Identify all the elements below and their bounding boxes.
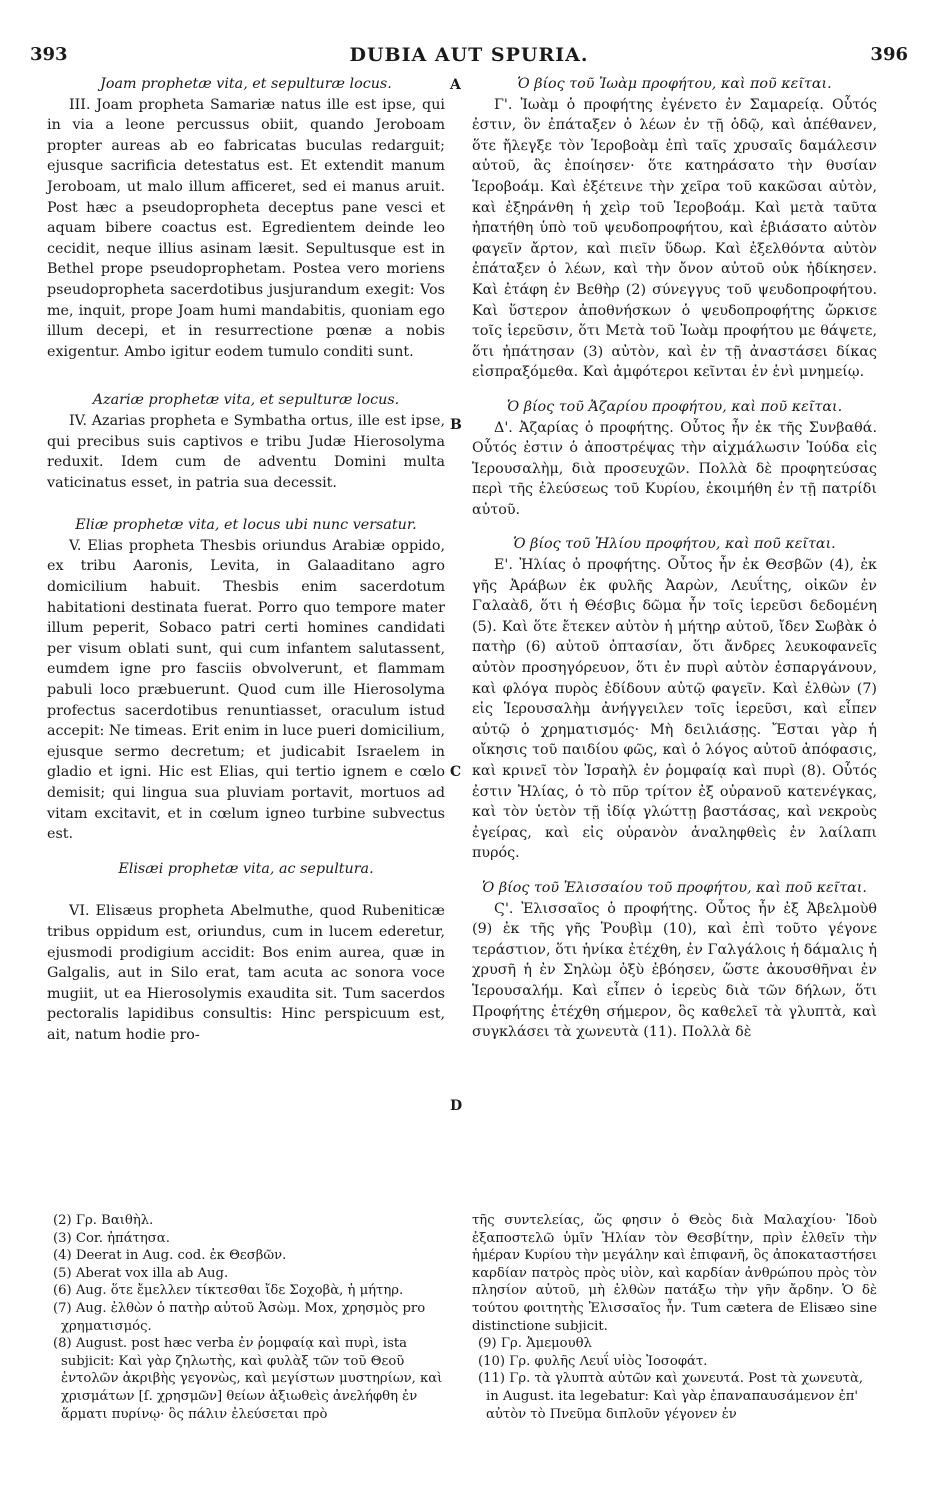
- footnotes-right: [472, 1212, 877, 1423]
- section-heading: Elisæi prophetæ vita, ac sepultura.: [118, 860, 374, 877]
- page-number-right: 396: [870, 44, 908, 65]
- running-title: DUBIA AUT SPURIA.: [349, 44, 589, 66]
- section-heading: Joam prophetæ vita, et sepulturæ locus.: [100, 76, 392, 92]
- margin-letter-a: A: [450, 77, 461, 93]
- section-paragraph: Γ'. Ἰωὰμ ὁ προφήτης ἐγένετο ἐν Σαμαρείᾳ. Οὗτός ἐστιν, ὃν ἐπάταξεν ὁ λέων ἐν τῇ ὁδῷ, καὶ ἀπέθανεν, ὅτε ἤλεγξε τὸν Ἱεροβοὰμ ἐπὶ ταῖς χρυσαῖς δαμάλεσιν αὐτοῦ, ἃς ἐποίησεν· ὅτε κατηράσατο τὴν θυσίαν Ἱεροβοάμ. Καὶ ἐξέτεινε τὴν χεῖρα τοῦ κακῶσαι αὐτὸν, καὶ ἐξηράνθη ἡ χεὶρ τοῦ Ἱεροβοάμ. Καὶ μετὰ ταῦτα ἠπατήθη ὑπὸ τοῦ ψευδοπροφήτου, καὶ ἐβιάσατο αὐτὸν φαγεῖν ἄρτον, καὶ πιεῖν ὕδωρ. Καὶ ἐξελθόντα αὐτὸν ἐπάταξεν ὁ λέων, καὶ τὴν ὄνον αὐτοῦ οὐκ ἠδίκησεν. Καὶ ἐτάφη ἐν Βεθὴρ (2) σύνεγγυς τοῦ ψευδοπροφήτου. Καὶ ὕστερον ἀποθνήσκων ὁ ψευδοπροφήτης ὤρκισε τοῖς ἱερεῦσιν, ὅτι Μετὰ τοῦ Ἰωὰμ προφήτου με θάψετε, ὅτι ἠπάτησαν (3) αὐτὸν, καὶ ἐν τῇ ἀναστάσει δίκας εἰσπραξόμεθα. Καὶ ἀμφότεροι κεῖνται ἐν ἑνὶ μνημείῳ.: [472, 96, 877, 381]
- running-head: [30, 44, 908, 68]
- section-paragraph: Ε'. Ἠλίας ὁ προφήτης. Οὗτος ἦν ἐκ Θεσβῶν (4), ἐκ γῆς Ἀράβων ἐκ φυλῆς Ἀαρὼν, Λευΐτης, οἰκῶν ἐν Γαλαὰδ, ὅτι ἡ Θέσβις δῶμα ἦν τοῖς ἱερεῦσι δεδομένη (5). Καὶ ὅτε ἔτεκεν αὐτὸν ἡ μήτηρ αὐτοῦ, ἴδεν Σωβὰκ ὁ πατὴρ (6) αὐτοῦ ὀπτασίαν, ὅτι ἄνδρες λευκοφανεῖς αὐτὸν προσηγόρευον, ὅτι ἐν πυρὶ αὐτὸν ἐσπαργάνουν, καὶ φλόγα πυρὸς ἐδίδουν αὐτῷ φαγεῖν. Καὶ ἐλθὼν (7) εἰς Ἱερουσαλὴμ ἀνήγγειλεν τοῖς ἱερεῦσι, καὶ εἶπεν αὐτῷ ὁ χρηματισμός· Μὴ δειλιάσῃς. Ἔσται γὰρ ἡ οἴκησις τοῦ παιδίου φῶς, καὶ ὁ λόγος αὐτοῦ ἀπόφασις, καὶ κρινεῖ τὸν Ἰσραὴλ ἐν ῥομφαίᾳ καὶ πυρὶ (8). Οὗτός ἐστιν Ἠλίας, ὁ τὸ πῦρ τρίτον ἐξ οὐρανοῦ κατενέγκας, καὶ τὸν ὑετὸν τῇ ἰδίᾳ γλώττῃ βαστάσας, καὶ νεκροὺς ἐγείρας, καὶ εἰς οὐρανὸν ἀναληφθεὶς ἐν λαίλαπι πυρός.: [472, 557, 877, 862]
- footnote: (4) Deerat in Aug. cod. ἐκ Θεσβῶν.: [53, 1248, 287, 1264]
- margin-letter-b: B: [450, 417, 462, 433]
- section-heading: Ὁ βίος τοῦ Ἰωὰμ προφήτου, καὶ ποῦ κεῖται.: [517, 76, 832, 92]
- footnote: (2) Γρ. Βαιθὴλ.: [53, 1213, 154, 1228]
- footnote: (3) Cor. ἠπάτησα.: [53, 1230, 170, 1246]
- margin-letter-c: C: [450, 764, 462, 780]
- footnote: (6) Aug. ὅτε ἔμελλεν τίκτεσθαι ἴδε Σοχοβὰ, ἡ μήτηρ.: [53, 1283, 404, 1299]
- section-heading: Azariæ prophetæ vita, et sepulturæ locus.: [92, 392, 400, 409]
- section-paragraph: III. Joam propheta Samariæ natus ille est ipse, qui in via a leone percussus obiit, quando Jeroboam propter aureas ab eo fabricatas buculas redarguit; ejusque sacrificia detestatus est. Et extendit manum Jeroboam, ut malo illum afficeret, sed ei manus aruit. Post hæc a pseudopropheta deceptus pane vesci et aquam bibere coactus est. Egredientem deinde leo cecidit, neque illius asinam læsit. Sepultusque est in Bethel prope pseudoprophetam. Postea vero moriens pseudopropheta sacerdotibus jusjurandum exegit: Vos me, inquit, prope Joam humi mandabitis, quoniam ego illum decepi, et in resurrectione pœnæ a nobis exigentur. Ambo igitur eodem tumulo conditi sunt.: [47, 96, 445, 360]
- section-paragraph: Δ'. Ἀζαρίας ὁ προφήτης. Οὗτος ἦν ἐκ τῆς Συνβαθά. Οὗτός ἐστιν ὁ ἀποστρέψας τὴν αἰχμάλωσιν Ἰούδα εἰς Ἱερουσαλὴμ, διὰ προσευχῶν. Πολλὰ δὲ προφητεύσας περὶ τῆς ἐλεύσεως τοῦ Κυρίου, ἐκοιμήθη ἐν τῇ πατρίδι αὐτοῦ.: [472, 419, 877, 518]
- footnote: (8) August. post hæc verba ἐν ῥομφαίᾳ καὶ πυρὶ, ista subjicit: Καὶ γὰρ ζηλωτὴς, καὶ φυλὰξ τῶν τοῦ Θεοῦ ἐντολῶν ἀκριβὴς γεγονὼς, καὶ μεγίστων μυστηρίων, καὶ χρισμάτων [ſ. χρησμῶν] θείων ἀξιωθεὶς ἀνελήφθη ἐν ἅρματι πυρίνῳ· ὃς πάλιν ἐλεύσεται πρὸ: [53, 1336, 443, 1422]
- latin-column: [47, 74, 445, 1046]
- section-heading: Ὁ βίος τοῦ Ἀζαρίου προφήτου, καὶ ποῦ κεῖται.: [506, 398, 843, 415]
- greek-column: [472, 74, 877, 1043]
- section-paragraph: VI. Elisæus propheta Abelmuthe, quod Rubeniticæ tribus oppidum est, oriundus, cum in lucem ederetur, ejusmodi prodigium accidit: Bos enim aurea, quæ in Galgalis, aut in Silo erat, tam acuta ac sonora voce mugiit, ut ea Hierosolymis exaudita sit. Tum sacerdos pectoralis lapidibus consultis: Hinc perspicuum est, ait, natum hodie pro-: [47, 903, 445, 1043]
- footnote-continuation: τῆς συντελείας, ὥς φησιν ὁ Θεὸς διὰ Μαλαχίου· Ἰδοὺ ἐξαποστελῶ ὑμῖν Ἠλίαν τὸν Θεσβίτην, πρὶν ἐλθεῖν τὴν ἡμέραν Κυρίου τὴν μεγάλην καὶ ἐπιφανῆ, ὃς ἀποκαταστήσει καρδίαν πατρὸς πρὸς υἱὸν, καὶ καρδίαν ἀνθρώπου πρὸς τὸν πλησίον αὐτοῦ, μὴ ἐλθὼν πατάξω τὴν γῆν ἄρδην. Ὁ δὲ τούτου φοιτητὴς Ἐλισσαῖος ἦν. Tum cætera de Elisæo sine distinctione subjicit.: [472, 1213, 877, 1334]
- section-paragraph: V. Elias propheta Thesbis oriundus Arabiæ oppido, ex tribu Aaronis, Levita, in Galaaditano agro domicilium habuit. Thesbis enim sacerdotum habitationi destinata fuerat. Porro quo tempore mater illum peperit, Sobaco patri certi homines candidati per visum oblati sunt, qui cum infantem salutassent, eumdem igne pro fasciis obvolverunt, et flammam pabuli loco præbuerunt. Quod cum ille Hierosolyma profectus sacerdotibus renuntiasset, oraculum istud accepit: Ne timeas. Erit enim in luce pueri domicilium, ejusque sermo decretum; et judicabit Israelem in gladio et igni. Hic est Elias, qui tertio ignem e cœlo demisit; qui lingua sua pluviam portavit, mortuos ad vitam excitavit, et in cœlum igneo turbine subvectus est.: [47, 537, 445, 843]
- footnotes-left: [47, 1212, 445, 1423]
- footnote: (11) Γρ. τὰ γλυπτὰ αὐτῶν καὶ χωνευτά. Post τὰ χωνευτὰ, in August. ita legebatur: Καὶ γὰρ ἐπαναπαυσάμενον ἐπ' αὐτὸν τὸ Πνεῦμα διπλοῦν γέγονεν ἐν: [478, 1371, 864, 1422]
- footnote: (9) Γρ. Ἀμεμουθλ: [478, 1336, 592, 1352]
- footnote: (10) Γρ. φυλῆς Λευΐ υἱὸς Ἰοσοφάτ.: [478, 1353, 708, 1369]
- section-paragraph: Ϛ'. Ἐλισσαῖος ὁ προφήτης. Οὗτος ἦν ἐξ Ἀβελμοὺθ (9) ἐκ τῆς γῆς Ῥουβὶμ (10), καὶ ἐπὶ τοῦτο γέγονε τεράστιον, ὅτι ἡνίκα ἐτέχθη, ἐν Γαλγάλοις ἡ δάμαλις ἡ χρυσῆ ἡ ἐν Σηλὼμ ὀξὺ ἐβόησεν, ὥστε ἀκουσθῆναι ἐν Ἱερουσαλήμ. Καὶ εἶπεν ὁ ἱερεὺς διὰ τῶν δήλων, ὅτι Προφήτης ἐτέχθη σήμερον, ὃς καθελεῖ τὰ γλυπτὰ, καὶ συγκλάσει τὰ χωνευτὰ (11). Πολλὰ δὲ: [472, 900, 877, 1041]
- section-heading: Ὁ βίος τοῦ Ἠλίου προφήτου, καὶ ποῦ κεῖται.: [513, 536, 836, 553]
- margin-letter-d: D: [450, 1098, 463, 1114]
- section-heading: Ὁ βίος τοῦ Ἐλισσαίου τοῦ προφήτου, καὶ ποῦ κεῖται.: [482, 879, 867, 896]
- section-paragraph: IV. Azarias propheta e Symbatha ortus, ille est ipse, qui precibus suis captivos e tribu Judæ Hierosolyma reduxit. Idem cum de adventu Domini multa vaticinatus esset, in patria sua decessit.: [47, 412, 445, 491]
- footnote: (7) Aug. ἐλθὼν ὁ πατὴρ αὐτοῦ Ἀσὼμ. Mox, χρησμὸς pro χρηματισμός.: [53, 1300, 426, 1334]
- section-heading: Eliæ prophetæ vita, et locus ubi nunc versatur.: [75, 517, 417, 534]
- footnote: (5) Aberat vox illa ab Aug.: [53, 1265, 229, 1281]
- page-number-left: 393: [30, 44, 68, 65]
